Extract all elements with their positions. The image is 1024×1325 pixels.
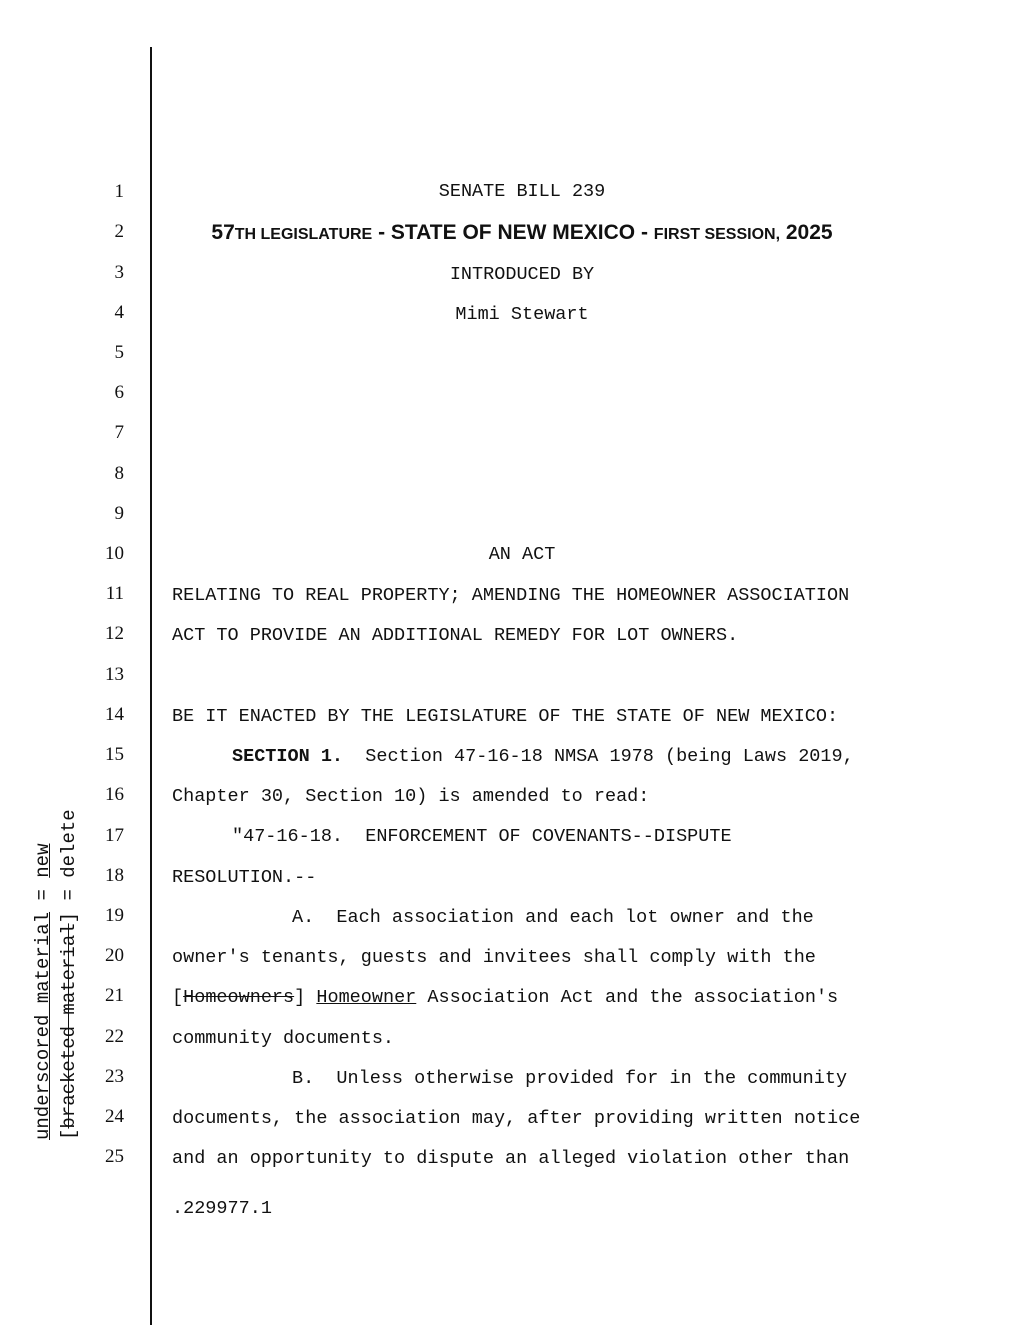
body-line: owner's tenants, guests and invitees shall comply with the	[172, 947, 816, 968]
body-line: community documents.	[172, 1028, 395, 1049]
line-number: 2	[114, 221, 124, 242]
legend-equals: =	[32, 877, 54, 912]
line-number: 8	[114, 463, 124, 484]
body-line-rest: Association Act and the association's	[416, 987, 839, 1008]
line-number: 1	[114, 181, 124, 202]
line-number: 7	[114, 422, 124, 443]
legend-bracket-open: [	[58, 1128, 80, 1140]
enacting-clause: BE IT ENACTED BY THE LEGISLATURE OF THE STATE OF NEW MEXICO:	[172, 706, 839, 727]
line-number: 20	[105, 945, 124, 966]
line-number: 24	[105, 1106, 124, 1127]
body-line: Chapter 30, Section 10) is amended to read:	[172, 786, 650, 807]
inserted-text: Homeowner	[316, 987, 417, 1008]
deleted-text: Homeowners	[183, 987, 295, 1008]
line-number: 21	[105, 985, 124, 1006]
section-heading-line: "47-16-18. ENFORCEMENT OF COVENANTS--DISPUTE	[232, 826, 732, 847]
section-line	[232, 746, 872, 768]
legend-underscored-text: underscored material	[32, 911, 54, 1140]
bill-code-footer: .229977.1	[172, 1198, 272, 1219]
line-number: 23	[105, 1066, 124, 1087]
legislature-label: TH LEGISLATURE	[234, 226, 373, 243]
line-number: 18	[105, 865, 124, 886]
session-year: 2025	[780, 221, 833, 244]
legend-bracketed-text: bracketed material	[58, 923, 80, 1129]
subsection-b-line: B. Unless otherwise provided for in the community	[292, 1068, 848, 1089]
line-number: 10	[105, 543, 124, 564]
sponsor-name: Mimi Stewart	[455, 304, 589, 325]
bracket-open: [	[172, 987, 184, 1008]
legend-new-text: new	[32, 843, 54, 878]
legend-new-line	[32, 844, 54, 1140]
line-number: 13	[105, 664, 124, 685]
bracket-close: ]	[294, 987, 317, 1008]
line-number: 19	[105, 905, 124, 926]
legend-delete-line	[58, 809, 80, 1140]
line-number: 12	[105, 623, 124, 644]
legend-delete-text: = delete	[58, 809, 80, 912]
header-separator: -	[372, 221, 391, 244]
line-number: 9	[114, 503, 124, 524]
legislature-number: 57	[211, 221, 235, 244]
line-number: 15	[105, 744, 124, 765]
line-number: 11	[105, 583, 124, 604]
body-line: documents, the association may, after providing written notice	[172, 1108, 861, 1129]
margin-rule	[150, 47, 152, 1325]
legislature-header	[172, 221, 872, 245]
section-label: SECTION 1.	[232, 746, 344, 767]
line-number: 16	[105, 784, 124, 805]
subsection-a-line: A. Each association and each lot owner and the	[292, 907, 814, 928]
line-number: 22	[105, 1026, 124, 1047]
line-number: 25	[105, 1146, 124, 1167]
body-line: and an opportunity to dispute an alleged violation other than	[172, 1148, 850, 1169]
line-number: 4	[114, 302, 124, 323]
state-name: STATE OF NEW MEXICO	[390, 221, 636, 244]
line-number: 17	[105, 825, 124, 846]
header-separator: -	[635, 221, 654, 244]
section-text: Section 47-16-18 NMSA 1978 (being Laws 2019,	[343, 746, 854, 767]
act-title-line: RELATING TO REAL PROPERTY; AMENDING THE HOMEOWNER ASSOCIATION	[172, 585, 850, 606]
an-act-heading: AN ACT	[488, 544, 556, 565]
session-label: FIRST SESSION,	[653, 226, 781, 243]
amended-line	[172, 987, 872, 1009]
amendment-legend	[30, 809, 80, 1145]
bill-title: SENATE BILL 239	[438, 181, 606, 202]
body-line: RESOLUTION.--	[172, 867, 317, 888]
line-number: 14	[105, 704, 124, 725]
line-number: 6	[114, 382, 124, 403]
introduced-by: INTRODUCED BY	[449, 264, 595, 285]
line-number: 5	[114, 342, 124, 363]
line-number: 3	[114, 262, 124, 283]
legend-bracket-close: ]	[58, 911, 80, 924]
act-title-line: ACT TO PROVIDE AN ADDITIONAL REMEDY FOR LOT OWNERS.	[172, 625, 739, 646]
